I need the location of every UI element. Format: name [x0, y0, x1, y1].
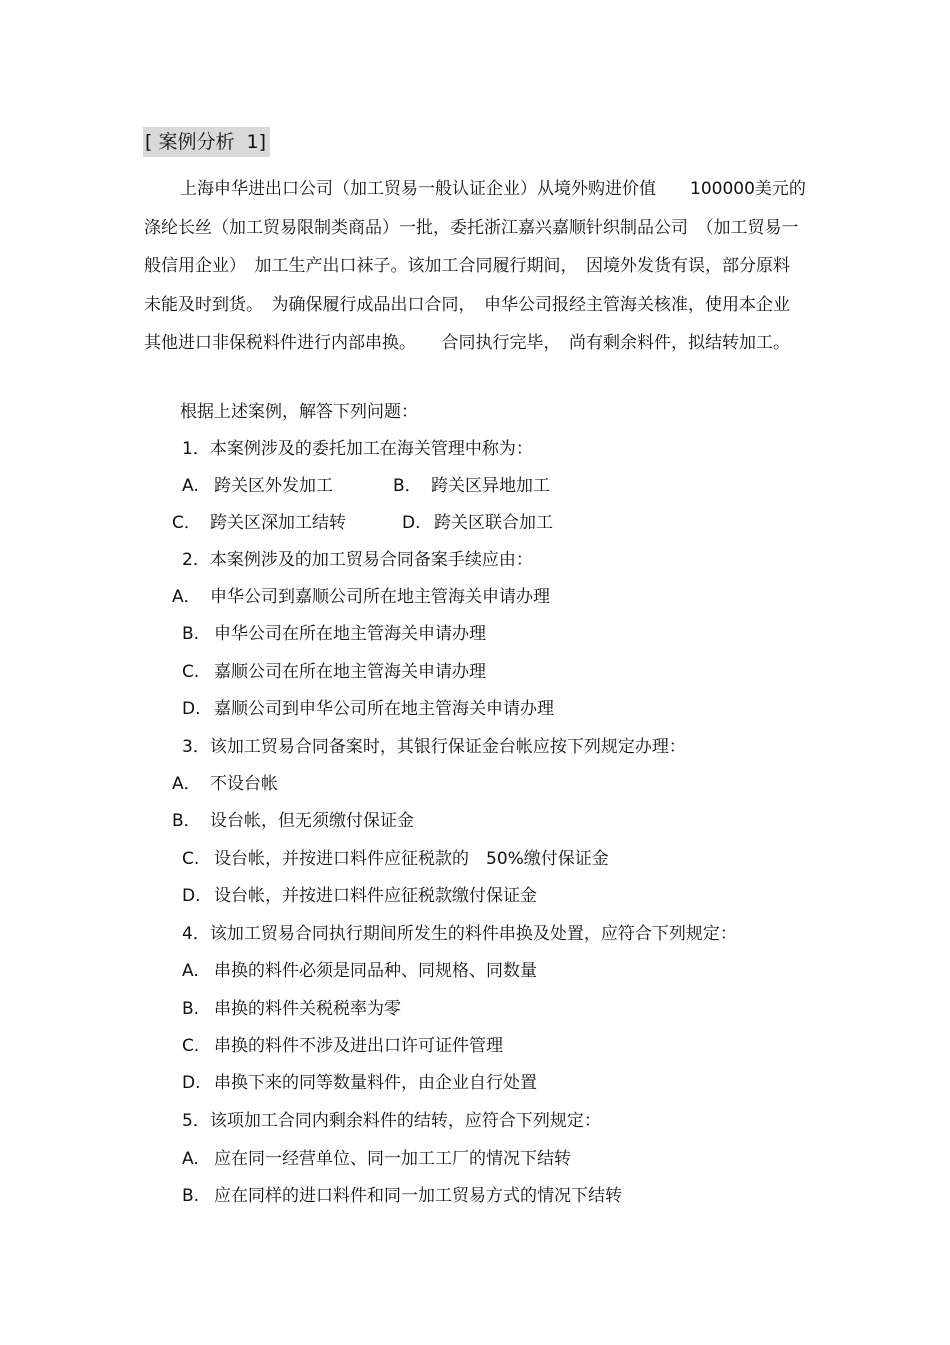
option-letter: B．: [172, 811, 201, 831]
question-4-option-a: [182, 959, 537, 983]
case-intro-paragraph: [144, 170, 806, 363]
option-text: 申华公司在所在地主管海关申请办理: [214, 624, 486, 644]
option-text: 跨关区外发加工: [214, 476, 333, 496]
option-letter: B.: [182, 624, 200, 644]
option-text: 跨关区深加工结转: [210, 513, 346, 533]
question-1-option-d: [402, 511, 553, 535]
option-text: 设台帐，并按进口料件应征税款的 50%缴付保证金: [214, 849, 609, 869]
option-letter: D.: [402, 513, 421, 533]
option-text: 嘉顺公司在所在地主管海关申请办理: [214, 662, 486, 682]
option-letter: D.: [182, 886, 201, 906]
option-text: 不设台帐: [210, 774, 278, 794]
option-letter: A.: [182, 1149, 199, 1169]
option-text: 串换的料件不涉及进出口许可证件管理: [214, 1036, 503, 1056]
question-3-stem: 3．该加工贸易合同备案时，其银行保证金台帐应按下列规定办理：: [182, 737, 686, 757]
question-4-stem: 4．该加工贸易合同执行期间所发生的料件串换及处置，应符合下列规定：: [182, 924, 737, 944]
question-2-option-b: [182, 622, 486, 646]
instruction-text: 根据上述案例，解答下列问题：: [180, 402, 418, 422]
option-letter: B.: [182, 999, 200, 1019]
option-text: 跨关区联合加工: [434, 513, 553, 533]
option-letter: A．: [172, 587, 201, 607]
question-1-option-b: [393, 474, 550, 498]
question-2-option-a: [172, 585, 550, 609]
option-text: 应在同样的进口料件和同一加工贸易方式的情况下结转: [214, 1186, 622, 1206]
question-1-stem: 1．本案例涉及的委托加工在海关管理中称为：: [182, 439, 533, 459]
option-text: 设台帐，但无须缴付保证金: [210, 811, 414, 831]
option-text: 嘉顺公司到申华公司所在地主管海关申请办理: [214, 699, 554, 719]
question-1-option-a: [182, 474, 333, 498]
option-text: 应在同一经营单位、同一加工工厂的情况下结转: [214, 1149, 571, 1169]
option-letter: D.: [182, 699, 201, 719]
question-5-option-a: [182, 1147, 571, 1171]
question-2-option-d: [182, 697, 554, 721]
question-5-option-b: [182, 1184, 622, 1208]
question-3-option-d: [182, 884, 537, 908]
question-3-option-b: [172, 809, 414, 833]
option-letter: A．: [172, 774, 201, 794]
question-4-option-b: [182, 997, 401, 1021]
question-4-option-c: [182, 1034, 503, 1058]
option-letter: C.: [182, 849, 200, 869]
option-text: 跨关区异地加工: [431, 476, 550, 496]
option-text: 串换的料件关税税率为零: [214, 999, 401, 1019]
question-2-option-c: [182, 660, 486, 684]
option-letter: C.: [182, 1036, 200, 1056]
option-text: 申华公司到嘉顺公司所在地主管海关申请办理: [210, 587, 550, 607]
option-letter: C.: [182, 662, 200, 682]
question-4-option-d: [182, 1071, 537, 1095]
section-heading: [ 案例分析 1]: [143, 127, 270, 157]
option-text: 设台帐，并按进口料件应征税款缴付保证金: [214, 886, 537, 906]
option-text: 串换的料件必须是同品种、同规格、同数量: [214, 961, 537, 981]
question-5-stem: 5．该项加工合同内剩余料件的结转，应符合下列规定：: [182, 1111, 601, 1131]
option-letter: B．: [393, 476, 422, 496]
option-letter: A.: [182, 476, 199, 496]
option-text: 串换下来的同等数量料件，由企业自行处置: [214, 1073, 537, 1093]
option-letter: B.: [182, 1186, 200, 1206]
question-3-option-a: [172, 772, 278, 796]
question-2-stem: 2．本案例涉及的加工贸易合同备案手续应由：: [182, 550, 533, 570]
option-letter: A.: [182, 961, 199, 981]
question-3-option-c: [182, 847, 609, 871]
option-letter: C．: [172, 513, 201, 533]
option-letter: D.: [182, 1073, 201, 1093]
case-intro-text: 上海申华进出口公司（加工贸易一般认证企业）从境外购进价值 100000美元的涤纶长丝（加工贸易限制类商品）一批，委托浙江嘉兴嘉顺针织制品公司 （加工贸易一般信用企业） 加工生产出口袜子。该加工合同履行期间， 因境外发货有误，部分原料未能及时到货。 为确保履行成品出口合同， 申华公司报经主管海关核准，使用本企业其他进口非保税料件进行内部串换。 合同执行完毕， 尚有剩余料件，拟结转加工。: [144, 179, 806, 353]
question-1-option-c: [172, 511, 346, 535]
